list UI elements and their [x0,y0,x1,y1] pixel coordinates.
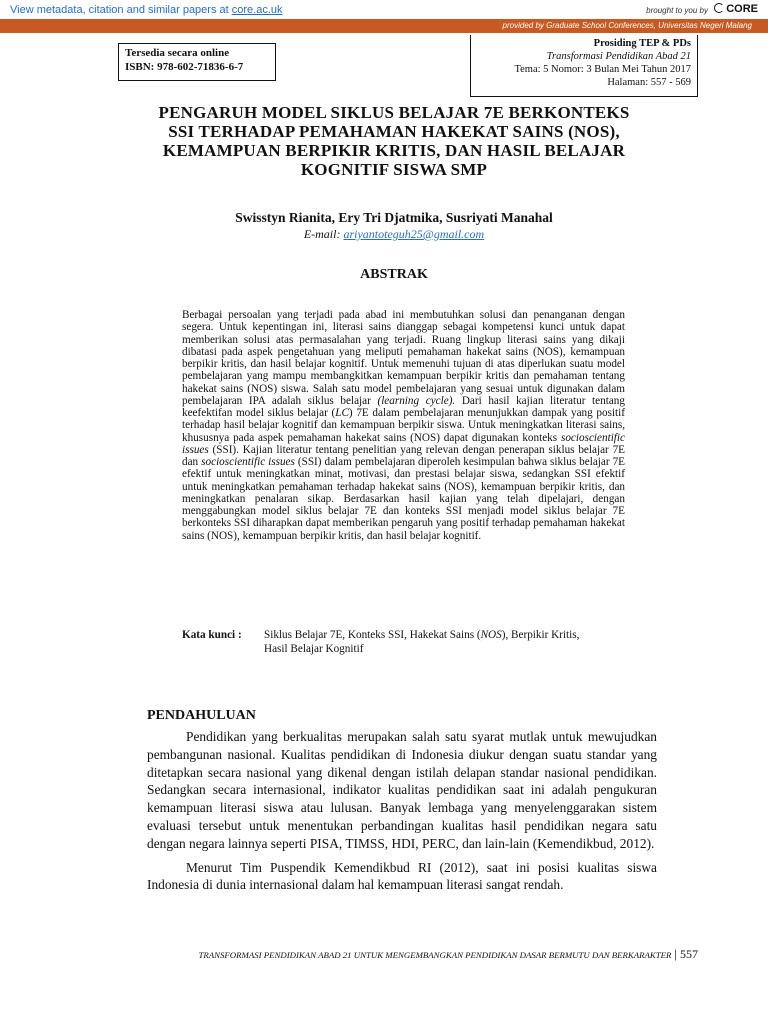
paper-title-line: KOGNITIF SISWA SMP [300,160,488,179]
abstract-text: (SSI) dalam pembelajaran diperoleh kesimpulan bahwa siklus belajar 7E efektif untuk meningkatkan minat, motivasi, dan prestasi belajar siswa, sedangkan SSI efektif untuk meningkatkan pemahaman terhadap hakekat sains (NOS), kemampuan berpikir kritis, dan meningkatkan penalaran sikap. Berdasarkan hasil kajian yang telah dipelajari, dengan menggabungkan model siklus belajar 7E dan konteks SSI menjadi model siklus belajar 7E berkonteks SSI diharapkan dapat memberikan pengaruh yang positif terhadap pemahaman hakekat sains (NOS), kemampuan berpikir kritis, dan hasil belajar kognitif. [182,456,626,542]
paper-title-line: KEMAMPUAN BERPIKIR KRITIS, DAN HASIL BELAJAR [162,141,626,160]
core-logo[interactable] [714,3,758,15]
abstract-body [182,309,625,542]
email-label: E-mail: [303,227,344,241]
keywords-text: ), Berpikir Kritis, [501,629,580,641]
abstract-italic: LC [335,407,349,419]
core-banner [0,0,768,18]
keywords-label: Kata kunci : [182,629,242,641]
core-provided-by: provided by Graduate School Conferences, Universitas Negeri Malang [502,21,752,30]
footer-text: TRANSFORMASI PENDIDIKAN ABAD 21 UNTUK MENGEMBANGKAN PENDIDIKAN DASAR BERMUTU DAN BERKARAKTER [198,950,672,960]
paper-title-line: PENGARUH MODEL SIKLUS BELAJAR 7E BERKONTEKS [158,103,630,122]
body-paragraph: Pendidikan yang berkualitas merupakan salah satu syarat mutlak untuk mewujudkan pembangunan nasional. Kualitas pendidikan di Indonesia diukur dengan suatu standar yang ditetapkan secara nasional yang dikenal dengan istilah delapan standar nasional pendidikan. Sedangkan secara internasional, indikator kualitas pendidikan saat ini adalah pengukuran kemampuan literasi siswa atau lulusan. Banyak lembaga yang menyelenggarakan sistem evaluasi tersebut untuk menentukan perbandingan kualitas hasil pendidikan negara satu dengan negara lainnya seperti PISA, TIMSS, HDI, PERC, dan lain-lain (Kemendikbud, 2012). [147,729,657,851]
abstract-text: Berbagai persoalan yang terjadi pada abad ini membutuhkan solusi dan penanganan dengan segera. Untuk kepentingan ini, literasi sains dianggap sebagai kompetensi kunci untuk dapat memberikan solusi atas permasalahan yang terjadi. Ruang lingkup literasi sains yang dikaji dibatasi pada aspek pengetahuan yang meliputi pemahaman hakekat sains (NOS), kemampuan berpikir kritis, dan hasil belajar kognitif. Untuk memenuhi tujuan di atas diperlukan suatu model pembelajaran yang mampu membangkitkan kemampuan berpikir kritis dan pemahaman tentang hakekat sains (NOS) siswa. Salah satu model pembelajaran yang sesuai untuk digunakan dalam pembelajaran IPA adalah siklus belajar [182,309,625,407]
paper-title [130,103,658,179]
abstract-italic: socioscientific issues [201,456,295,468]
page-number: 557 [680,947,698,961]
email-link[interactable]: ariyantoteguh25@gmail.com [343,227,485,241]
abstract-italic: (learning cycle). [377,394,456,407]
isbn-box [118,43,276,81]
abstract-heading: ABSTRAK [360,267,428,282]
keywords-value [264,628,632,656]
page-footer [120,946,698,962]
abstract-italic: socioscientific issues [182,431,625,456]
proceedings-name: Prosiding TEP & PDs [593,38,691,49]
paper-title-line: SSI TERHADAP PEMAHAMAN HAKEKAT SAINS (NOS), [168,122,620,141]
footer-separator: | [674,946,677,961]
abstract-text: (SSI). Kajian literatur tentang penelitian yang relevan dengan penerapan siklus belajar 7E dan [182,443,625,468]
core-metadata-text: View metadata, citation and similar papers at [10,4,232,16]
section-heading: PENDAHULUAN [147,708,256,723]
keywords-text: Siklus Belajar 7E, Konteks SSI, Hakekat Sains ( [264,629,481,641]
section-body [147,728,657,894]
core-link[interactable]: core.ac.uk [231,4,283,16]
keywords-italic: NOS [480,629,502,641]
paper-authors: Swisstyn Rianita, Ery Tri Djatmika, Susriyati Manahal [235,210,553,225]
proceedings-issue: Tema: 5 Nomor: 3 Bulan Mei Tahun 2017 [514,64,691,75]
isbn-online-label: Tersedia secara online [125,47,230,59]
proceedings-pages: Halaman: 557 - 569 [607,77,691,88]
abstract-text: ) 7E dalam pembelajaran menunjukkan dampak yang positif terhadap hasil belajar kognitif dan kemampuan berpikir siswa. Untuk meningkatkan literasi sains, khususnya pada aspek pemahaman hakekat sains (NOS) dapat digunakan konteks [182,407,625,444]
core-metadata-link[interactable] [10,4,283,16]
core-logo-icon [714,3,724,13]
keywords-line2: Hasil Belajar Kognitif [264,643,364,655]
core-brought-by: brought to you by [646,6,708,15]
abstract-text: Dari hasil kajian literatur tentang keefektifan model siklus belajar ( [182,394,625,419]
core-provided-bar [0,19,768,33]
isbn-number: ISBN: 978-602-71836-6-7 [125,61,244,73]
author-email [130,227,658,242]
proceedings-box [470,35,698,97]
proceedings-theme: Transformasi Pendidikan Abad 21 [546,51,691,62]
body-paragraph: Menurut Tim Puspendik Kemendikbud RI (2012), saat ini posisi kualitas siswa Indonesia di dunia internasional dalam hal kemampuan literasi sangat rendah. [147,859,657,893]
core-logo-text: CORE [726,3,758,15]
